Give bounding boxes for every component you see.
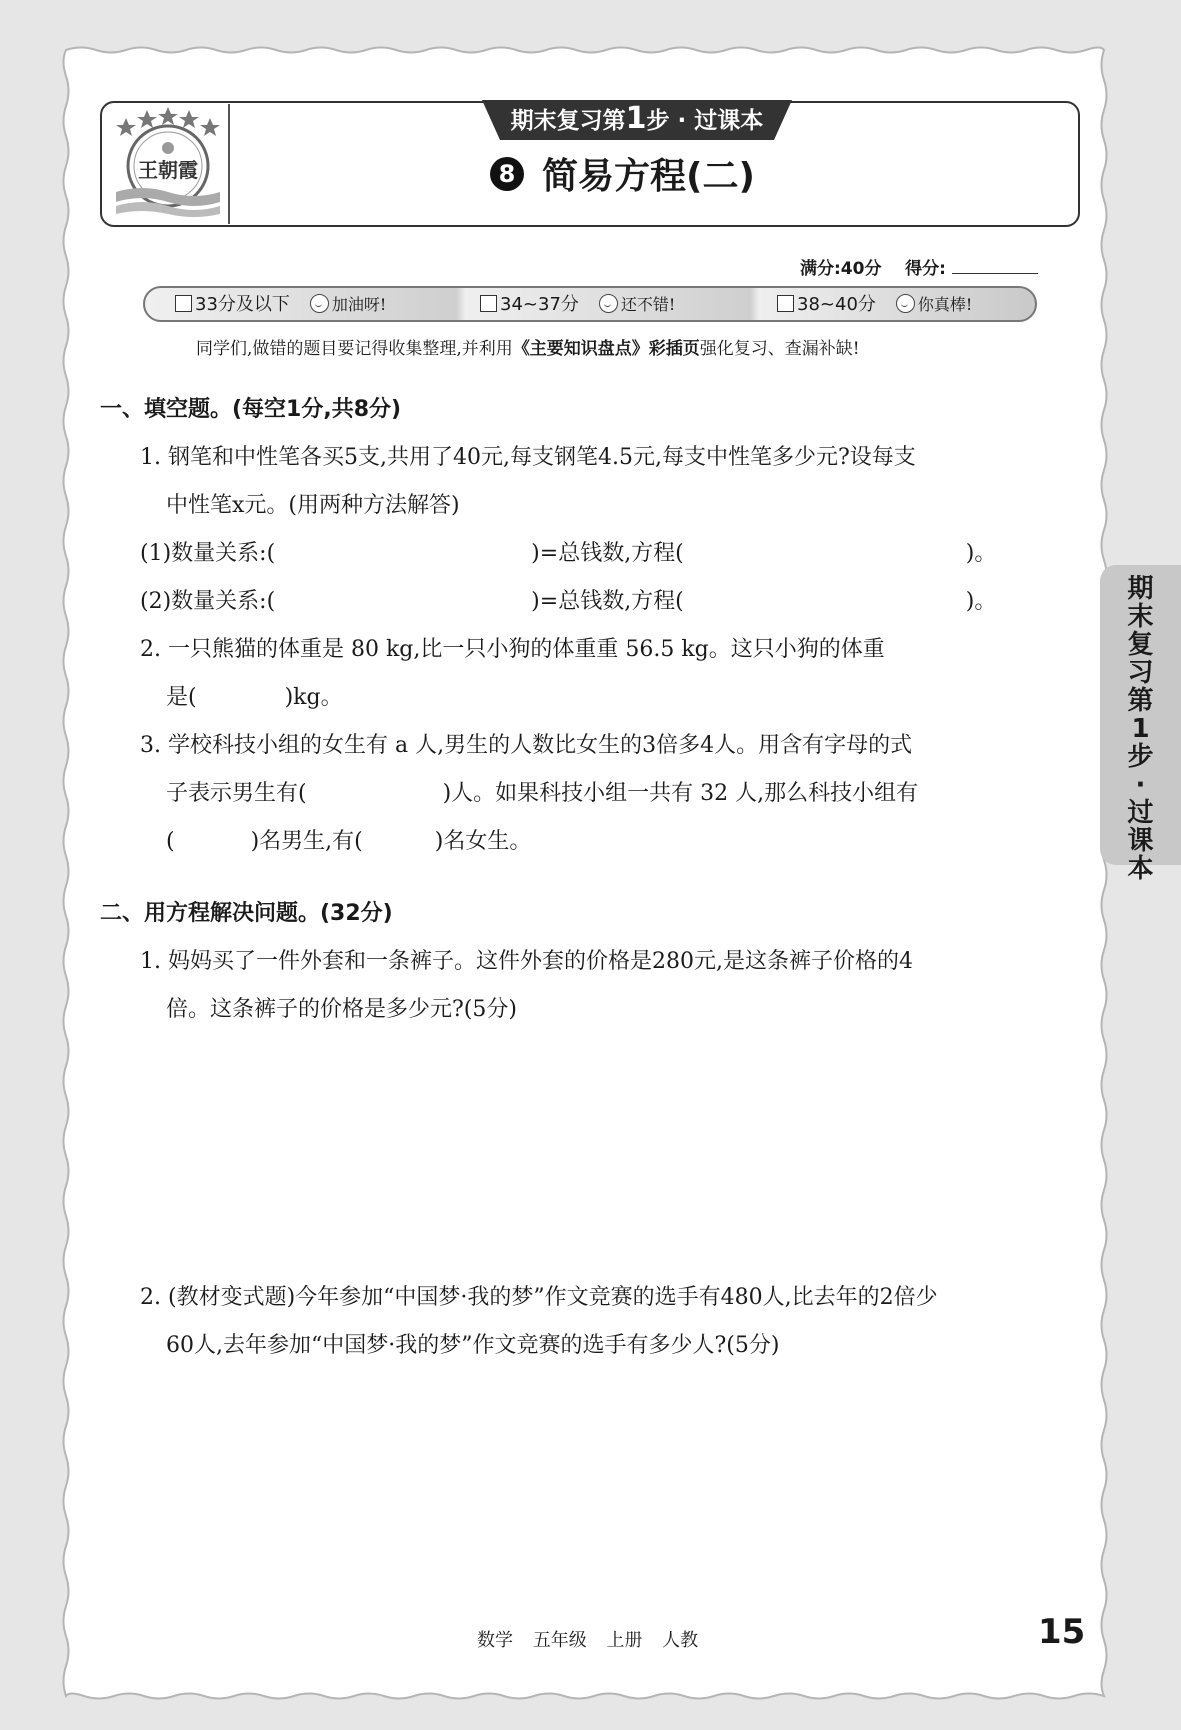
page-number: 15 (1038, 1612, 1086, 1652)
grade-item-mid: 34~37分 还不错! (480, 293, 675, 317)
s1-q2-line2: 是( )kg。 (166, 685, 343, 710)
s1-q1-line1: 1. 钢笔和中性笔各买5支,共用了40元,每支钢笔4.5元,每支中性笔多少元?设每支 (140, 445, 916, 470)
full-score: 满分:40分 (800, 259, 882, 279)
s1-q3-line1: 3. 学校科技小组的女生有 a 人,男生的人数比女生的3倍多4人。用含有字母的式 (140, 733, 913, 758)
section1-heading: 一、填空题。(每空1分,共8分) (100, 397, 402, 422)
s2-q2-line1: 2. (教材变式题)今年参加“中国梦·我的梦”作文竞赛的选手有480人,比去年的2倍少 (140, 1285, 938, 1310)
score-blank (952, 273, 1038, 274)
side-tab-text: 期 末 复 习 第 1 步 · 过 课 本 (1127, 574, 1154, 884)
smiley-icon (896, 294, 915, 313)
s1-q3-line2: 子表示男生有( )人。如果科技小组一共有 32 人,那么科技小组有 (166, 781, 919, 806)
grade-item-low: 33分及以下 加油呀! (175, 293, 386, 317)
s1-q1-sub1: (1)数量关系:( )=总钱数,方程( )。 (140, 541, 997, 566)
checkbox-icon (480, 295, 497, 312)
s1-q3-line3: ( )名男生,有( )名女生。 (166, 829, 532, 854)
lesson-title: 8 简易方程(二) (490, 150, 755, 204)
logo-divider (228, 104, 230, 224)
s1-q1-line2: 中性笔x元。(用两种方法解答) (166, 493, 460, 518)
s2-q2-line2: 60人,去年参加“中国梦·我的梦”作文竞赛的选手有多少人?(5分) (166, 1333, 780, 1358)
smiley-icon (599, 294, 618, 313)
logo-brand-text: 王朝霞 (138, 158, 198, 182)
score-label: 得分: (905, 259, 946, 279)
lesson-number-badge: 8 (490, 157, 524, 191)
footer-info: 数学 五年级 上册 人教 (477, 1630, 699, 1651)
s2-q1-line1: 1. 妈妈买了一件外套和一条裤子。这件外套的价格是280元,是这条裤子价格的4 (140, 949, 913, 974)
step-tab: 期末复习第1步 · 过课本 (510, 101, 764, 136)
checkbox-icon (777, 295, 794, 312)
brand-logo (112, 106, 224, 218)
s1-q2-line1: 2. 一只熊猫的体重是 80 kg,比一只小狗的体重重 56.5 kg。这只小狗的体重 (140, 637, 885, 662)
notice: 同学们,做错的题目要记得收集整理,并利用《主要知识盘点》彩插页强化复习、查漏补缺! (196, 339, 860, 359)
smiley-icon (310, 294, 329, 313)
section2-heading: 二、用方程解决问题。(32分) (100, 901, 393, 926)
s2-q1-line2: 倍。这条裤子的价格是多少元?(5分) (166, 997, 517, 1022)
checkbox-icon (175, 295, 192, 312)
score-info (800, 254, 946, 279)
s1-q1-sub2: (2)数量关系:( )=总钱数,方程( )。 (140, 589, 997, 614)
grade-item-high: 38~40分 你真棒! (777, 293, 972, 317)
